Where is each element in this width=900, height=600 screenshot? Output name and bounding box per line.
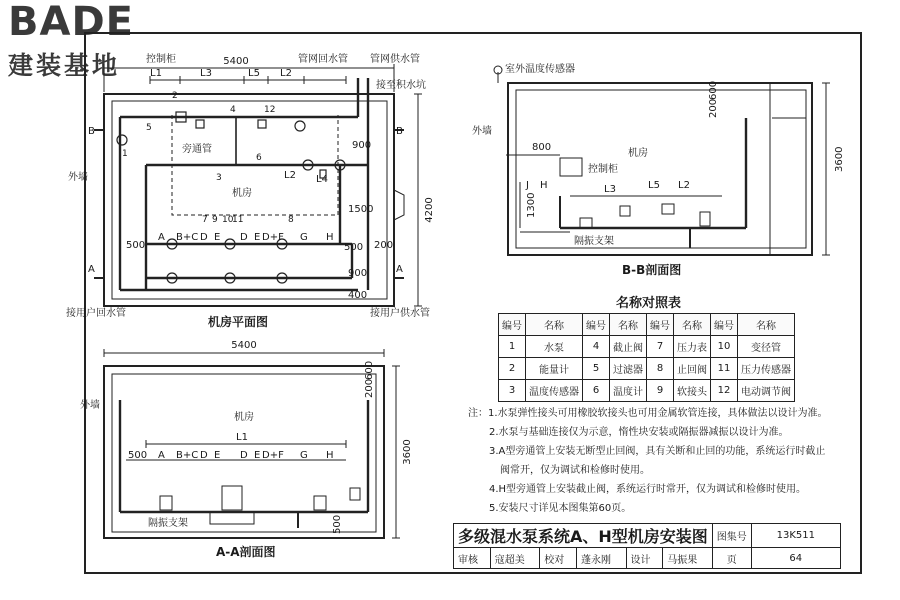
aa-dim-500b: 500 (332, 514, 343, 534)
plan-section-mark-b-left: B (88, 126, 95, 137)
plan-num: 1 (122, 149, 128, 159)
plan-label-control-cabinet: 控制柜 (146, 54, 176, 65)
note-line: 阀常开，仅为调试和检修时使用。 (500, 465, 650, 476)
brand-subtitle: 建装基地 (8, 51, 121, 80)
plan-valve-symbol (258, 120, 266, 128)
plan-label-to-sump: 接至积水坑 (376, 80, 426, 91)
aa-dim-height: 3600 (402, 439, 413, 465)
plan-dim-400: 400 (348, 290, 368, 301)
plan-dim-500: 500 (126, 240, 146, 251)
bb-dim-h: H (540, 180, 548, 191)
aa-label-anti-vib: 隔振支架 (148, 518, 188, 529)
aa-letter: D (240, 450, 248, 461)
aa-letter: E (214, 450, 221, 461)
aa-dim-width: 5400 (231, 340, 257, 351)
plan-label-return-header: 管网回水管 (298, 54, 348, 65)
plan-label-user-supply: 接用户供水管 (370, 308, 430, 319)
legend-cell: 1 (499, 336, 526, 358)
legend-cell: 截止阀 (610, 336, 647, 358)
plan-section-mark-a-right: A (396, 264, 403, 275)
note-line: 5.安装尺寸详见本图集第60页。 (489, 503, 632, 514)
plan-dim-depth: 4200 (424, 197, 435, 223)
legend-cell: 10 (711, 336, 738, 358)
aa-sensor (350, 488, 360, 500)
legend-header-cell: 名称 (674, 314, 711, 336)
checker-name: 蓬永刚 (577, 548, 626, 569)
legend-header-cell: 编号 (499, 314, 526, 336)
bb-label-room: 机房 (628, 148, 648, 159)
note-line: 3.A型旁通管上安装无断型止回阀，具有关断和止回的功能，系统运行时截止 (489, 446, 826, 457)
bb-dim-j: J (526, 180, 529, 191)
legend-cell: 电动调节阀 (738, 380, 795, 402)
bb-label-anti-vib: 隔振支架 (574, 236, 614, 247)
legend-cell: 6 (583, 380, 610, 402)
legend-table (498, 313, 795, 402)
aa-pump-base (210, 512, 254, 524)
plan-dim-200: 200 (374, 240, 394, 251)
aa-letter: D+F (262, 450, 284, 461)
bb-title: B-B剖面图 (622, 263, 682, 277)
legend-header-cell: 名称 (610, 314, 647, 336)
designer-name: 马振果 (663, 548, 713, 569)
legend-cell: 压力传感器 (738, 358, 795, 380)
legend-cell: 3 (499, 380, 526, 402)
plan-label-outer-wall: 外墙 (68, 172, 88, 183)
plan-dim-500b: 500 (344, 242, 364, 253)
legend-row (499, 336, 795, 358)
plan-letter: E (254, 232, 261, 243)
bb-label-control-cabinet: 控制柜 (588, 164, 618, 175)
legend-row (499, 358, 795, 380)
legend-cell: 软接头 (674, 380, 711, 402)
page-number: 64 (751, 548, 840, 569)
plan-dim-l3: L3 (200, 68, 212, 79)
plan-label-bypass: 旁通管 (182, 144, 212, 155)
aa-dim-500: 500 (128, 450, 148, 461)
aa-letter: A (158, 450, 165, 461)
plan-num: 6 (256, 153, 262, 163)
plan-door (394, 190, 404, 220)
aa-dim-200: 200 (364, 378, 375, 398)
plan-num: 3 (216, 173, 222, 183)
plan-dim-900b: 900 (348, 268, 368, 279)
legend-header-row (499, 314, 795, 336)
legend-cell: 2 (499, 358, 526, 380)
plan-title: 机房平面图 (208, 315, 269, 329)
bb-dim-1300: 1300 (526, 192, 537, 218)
bb-meter (620, 206, 630, 216)
plan-wall-inner (112, 101, 387, 299)
design-label: 设计 (626, 548, 663, 569)
bb-dim-200: 200 (708, 98, 719, 118)
legend-cell: 11 (711, 358, 738, 380)
legend-header-cell: 名称 (738, 314, 795, 336)
review-label: 审核 (454, 548, 491, 569)
plan-num: 5 (146, 123, 152, 133)
plan-section-mark-b-right: B (396, 126, 403, 137)
page-label: 页 (712, 548, 751, 569)
aa-label-outer-wall: 外墙 (80, 400, 100, 411)
aa-dim-600: 600 (364, 360, 375, 380)
check-label: 校对 (540, 548, 577, 569)
plan-dim-1500: 1500 (348, 204, 374, 215)
plan-label-room: 机房 (232, 188, 252, 199)
plan-num: 10 (222, 215, 234, 225)
plan-dim-l1: L1 (150, 68, 162, 79)
note-line: 2.水泵与基础连接仅为示意，惰性块安装或隔振器减振以设计为准。 (489, 427, 789, 438)
bb-label-outdoor-sensor: 室外温度传感器 (505, 64, 575, 75)
aa-row-letters (158, 450, 334, 461)
bb-dim-l3: L3 (604, 184, 616, 195)
note-line: 4.H型旁通管上安装截止阀，系统运行时常开，仅为调试和检修时使用。 (489, 484, 807, 495)
plan-pump-symbol (295, 121, 305, 131)
atlas-label: 图集号 (712, 524, 751, 548)
bb-dim-800: 800 (532, 142, 552, 153)
plan-letter: G (300, 232, 308, 243)
legend-cell: 过滤器 (610, 358, 647, 380)
plan-label-user-return: 接用户回水管 (66, 308, 126, 319)
legend-header-cell: 编号 (711, 314, 738, 336)
note-line: 注：1.水泵弹性接头可用橡胶软接头也可用金属软管连接，具体做法以设计为准。 (468, 408, 828, 419)
plan-view (94, 64, 422, 306)
aa-letter: H (326, 450, 334, 461)
legend-header-cell: 编号 (583, 314, 610, 336)
plan-dim-l4: L4 (316, 174, 328, 185)
reviewer-name: 寇超美 (490, 548, 539, 569)
section-aa-view (104, 349, 400, 538)
legend-cell: 7 (647, 336, 674, 358)
section-bb-view (494, 66, 830, 255)
aa-letter: D (200, 450, 208, 461)
plan-num: 2 (172, 91, 178, 101)
aa-valve (314, 496, 326, 510)
aa-letter: G (300, 450, 308, 461)
plan-row-letters (158, 232, 334, 243)
bb-dim-600: 600 (708, 80, 719, 100)
plan-letter: E (214, 232, 221, 243)
bb-valve (580, 218, 592, 228)
plan-section-mark-a-left: A (88, 264, 95, 275)
plan-letter: D (200, 232, 208, 243)
bb-dim-3600: 3600 (834, 146, 845, 172)
legend-cell: 变径管 (738, 336, 795, 358)
plan-num: 4 (230, 105, 236, 115)
bb-dim-l2: L2 (678, 180, 690, 191)
title-block (453, 523, 841, 569)
legend-header-cell: 编号 (647, 314, 674, 336)
plan-dim-l2: L2 (280, 68, 292, 79)
plan-pump-symbol (117, 135, 127, 145)
atlas-number: 13K511 (751, 524, 840, 548)
plan-num: 7 (202, 215, 208, 225)
plan-dim-l2b: L2 (284, 170, 296, 181)
bb-control-cabinet (560, 158, 582, 176)
bb-label-outer-wall: 外墙 (472, 126, 492, 137)
bb-dim-l5: L5 (648, 180, 660, 191)
plan-dim-width: 5400 (223, 56, 249, 67)
legend-row (499, 380, 795, 402)
plan-dim-l5: L5 (248, 68, 260, 79)
aa-letter: E (254, 450, 261, 461)
legend-cell: 温度计 (610, 380, 647, 402)
plan-letter: H (326, 232, 334, 243)
aa-valve (160, 496, 172, 510)
plan-num: 8 (288, 215, 294, 225)
aa-title: A-A剖面图 (216, 545, 276, 559)
legend-cell: 9 (647, 380, 674, 402)
plan-label-supply-header: 管网供水管 (370, 54, 420, 65)
legend-cell: 压力表 (674, 336, 711, 358)
plan-valve-symbol (196, 120, 204, 128)
legend-cell: 水泵 (526, 336, 583, 358)
aa-letter: B+C (176, 450, 199, 461)
brand-name: BADE (8, 0, 134, 45)
legend-cell: 12 (711, 380, 738, 402)
drawing-title: 多级混水泵系统A、H型机房安装图 (454, 524, 713, 548)
plan-num: 9 (212, 215, 218, 225)
plan-letter: A (158, 232, 165, 243)
legend-title: 名称对照表 (616, 296, 682, 311)
plan-part-numbers (122, 91, 294, 225)
plan-num: 11 (232, 215, 244, 225)
notes-block (468, 404, 828, 518)
legend-cell: 能量计 (526, 358, 583, 380)
plan-dim-900: 900 (352, 140, 372, 151)
bb-valve (700, 212, 710, 226)
plan-num: 12 (264, 105, 276, 115)
legend-header-cell: 名称 (526, 314, 583, 336)
plan-letter: B+C (176, 232, 199, 243)
legend-cell: 温度传感器 (526, 380, 583, 402)
legend-cell: 5 (583, 358, 610, 380)
aa-pump (222, 486, 242, 510)
legend-cell: 4 (583, 336, 610, 358)
plan-letter: D (240, 232, 248, 243)
aa-label-room: 机房 (234, 412, 254, 423)
aa-dim-l1: L1 (236, 432, 248, 443)
legend-cell: 止回阀 (674, 358, 711, 380)
legend-cell: 8 (647, 358, 674, 380)
bb-valve (662, 204, 674, 214)
plan-letter: D+F (262, 232, 284, 243)
